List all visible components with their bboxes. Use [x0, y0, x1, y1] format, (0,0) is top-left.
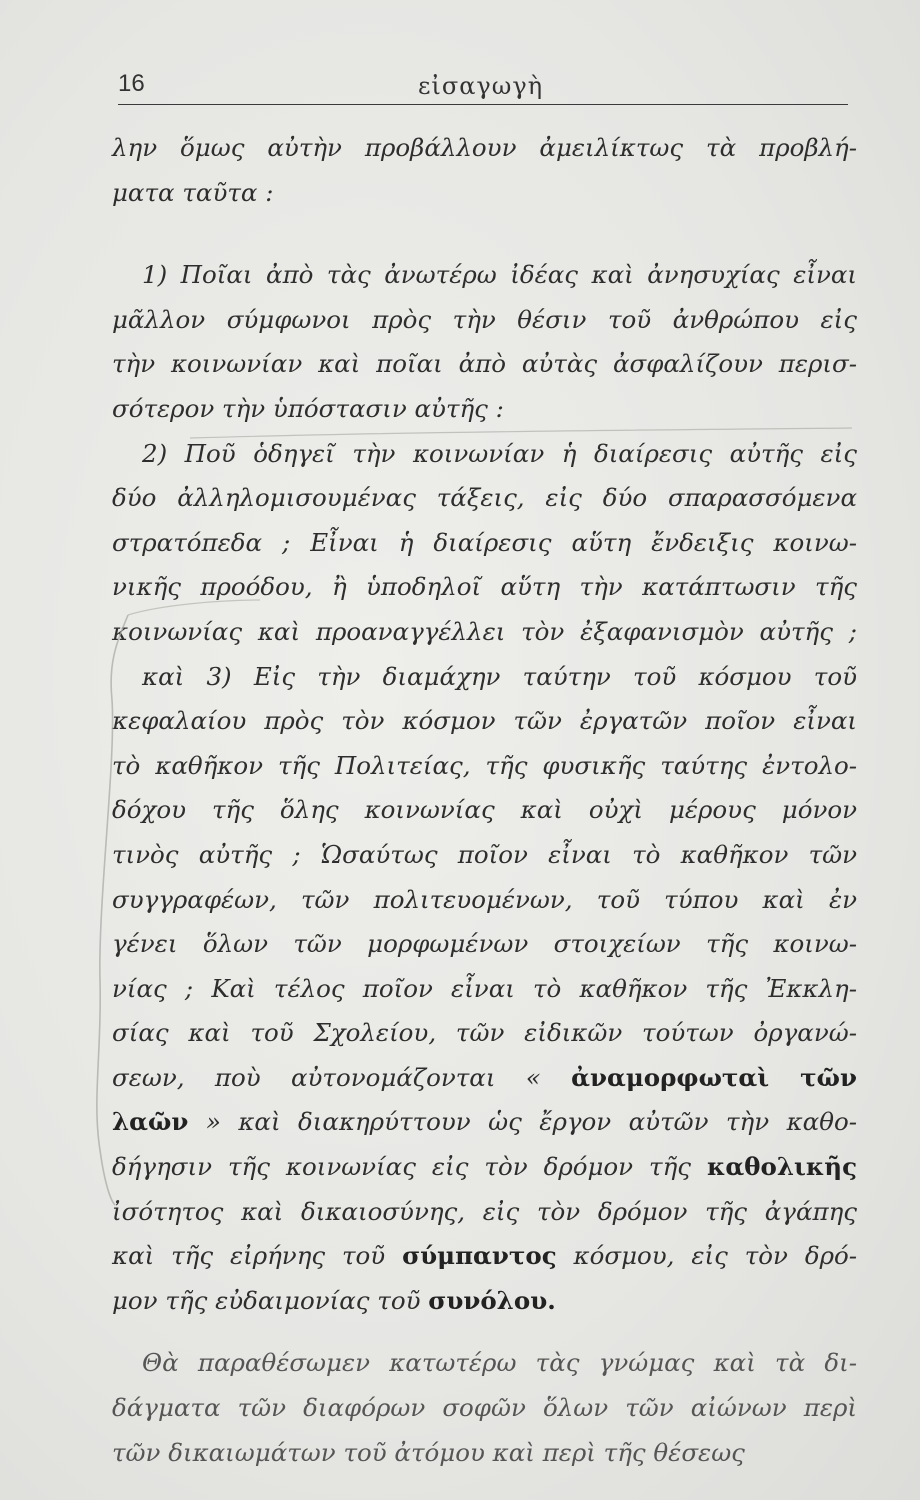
text-line: [112, 1431, 857, 1476]
header-rule: [118, 104, 848, 105]
text-line: [112, 1341, 857, 1386]
text-line: [112, 610, 857, 655]
text-line: [112, 1234, 857, 1279]
text-line: [112, 878, 857, 923]
text-line: [112, 298, 857, 343]
page-number: 16: [118, 70, 145, 97]
running-head: εἰσαγωγὴ: [418, 72, 544, 100]
text-run: δάγματα τῶν διαφόρων σοφῶν ὅλων τῶν αἰώνων περὶ: [112, 1393, 857, 1423]
text-run: τῶν δικαιωμάτων τοῦ ἀτόμου καὶ περὶ τῆς θέσεως: [112, 1437, 745, 1467]
text-run: δύο ἀλληλομισουμένας τάξεις, εἰς δύο σπαρασσόμενα: [112, 483, 857, 513]
text-line: [112, 253, 857, 298]
text-run: δόχου τῆς ὅλης κοινωνίας καὶ οὐχὶ μέρους μόνον: [112, 795, 857, 825]
text-run: 1) Ποῖαι ἀπὸ τὰς ἀνωτέρω ἰδέας καὶ ἀνησυχίας εἶναι: [142, 260, 857, 290]
text-run: κοινωνίας καὶ προαναγγέλλει τὸν ἐξαφανισμὸν αὐτῆς ;: [112, 616, 857, 646]
text-line: [112, 788, 857, 833]
text-line: [112, 744, 857, 789]
text-run: Θὰ παραθέσωμεν κατωτέρω τὰς γνώμας καὶ τὰ δι-: [142, 1348, 857, 1378]
body-text: [112, 126, 857, 1475]
text-line: [112, 521, 857, 566]
text-run: τὴν κοινωνίαν καὶ ποῖαι ἀπὸ αὐτὰς ἀσφαλίζουν περισ-: [112, 349, 857, 379]
text-line: [112, 387, 857, 432]
text-run: στρατόπεδα ; Εἶναι ἡ διαίρεσις αὕτη ἔνδειξις κοινω-: [112, 527, 857, 557]
text-run: τινὸς αὐτῆς ; Ὡσαύτως ποῖον εἶναι τὸ καθῆκον τῶν: [112, 839, 857, 869]
text-line: [112, 1100, 857, 1145]
text-line: [112, 1279, 857, 1324]
text-run: συγγραφέων, τῶν πολιτευομένων, τοῦ τύπου καὶ ἐν: [112, 884, 857, 914]
text-run: λην ὅμως αὐτὴν προβάλλουν ἀμειλίκτως τὰ προβλή-: [112, 133, 857, 162]
text-run: νικῆς προόδου, ἢ ὑποδηλοῖ αὕτη τὴν κατάπτωσιν τῆς: [112, 572, 857, 602]
text-run: κεφαλαίου πρὸς τὸν κόσμον τῶν ἐργατῶν ποῖον εἶναι: [112, 706, 857, 736]
text-run: ἰσότητος καὶ δικαιοσύνης, εἰς τὸν δρόμον τῆς ἀγάπης: [112, 1196, 857, 1226]
text-line: [112, 655, 857, 700]
text-line: [112, 967, 857, 1012]
text-run: 2) Ποῦ ὁδηγεῖ τὴν κοινωνίαν ἡ διαίρεσις αὐτῆς εἰς: [142, 438, 857, 468]
text-run: τὸ καθῆκον τῆς Πολιτείας, τῆς φυσικῆς ταύτης ἐντολο-: [112, 750, 857, 780]
text-line: [112, 342, 857, 387]
text-line: [112, 476, 857, 521]
bold-phrase: συνόλου.: [428, 1285, 556, 1315]
text-line: [112, 699, 857, 744]
text-run: ματα ταῦτα :: [112, 177, 274, 207]
bold-phrase: λαῶν: [112, 1107, 189, 1137]
text-line: [112, 1011, 857, 1056]
text-run: σεων, ποὺ αὐτονομάζονται «: [112, 1062, 572, 1092]
text-run: κόσμου, εἰς τὸν δρό-: [556, 1241, 857, 1271]
text-run: νίας ; Καὶ τέλος ποῖον εἶναι τὸ καθῆκον τῆς Ἐκκλη-: [112, 973, 857, 1003]
text-run: μον τῆς εὐδαιμονίας τοῦ: [112, 1285, 429, 1315]
page-header: [118, 70, 848, 110]
bold-phrase: σύμπαντος: [402, 1241, 557, 1271]
text-line: [112, 1145, 857, 1190]
text-line: [112, 922, 857, 967]
text-run: γένει ὅλων τῶν μορφωμένων στοιχείων τῆς κοινω-: [112, 929, 857, 959]
text-run: καὶ 3) Εἰς τὴν διαμάχην ταύτην τοῦ κόσμου τοῦ: [142, 661, 857, 691]
text-line: [112, 1386, 857, 1431]
text-line: [112, 565, 857, 610]
text-run: σίας καὶ τοῦ Σχολείου, τῶν εἰδικῶν τούτων ὀργανώ-: [112, 1018, 857, 1048]
text-line: [112, 833, 857, 878]
bold-phrase: ἀναμορφωταὶ τῶν: [571, 1062, 857, 1092]
text-run: μᾶλλον σύμφωνοι πρὸς τὴν θέσιν τοῦ ἀνθρώπου εἰς: [112, 304, 857, 334]
bold-phrase: καθολικῆς: [706, 1152, 857, 1182]
text-line: [112, 1190, 857, 1235]
text-run: » καὶ διακηρύττουν ὡς ἔργον αὐτῶν τὴν καθο-: [188, 1107, 857, 1137]
text-line: [112, 171, 612, 216]
text-run: καὶ τῆς εἰρήνης τοῦ: [112, 1241, 403, 1271]
text-line: [112, 432, 857, 477]
text-run: σότερον τὴν ὑπόστασιν αὐτῆς :: [112, 393, 504, 423]
text-line: [112, 126, 857, 171]
text-line: [112, 1056, 857, 1101]
text-run: δήγησιν τῆς κοινωνίας εἰς τὸν δρόμον τῆς: [112, 1152, 707, 1182]
